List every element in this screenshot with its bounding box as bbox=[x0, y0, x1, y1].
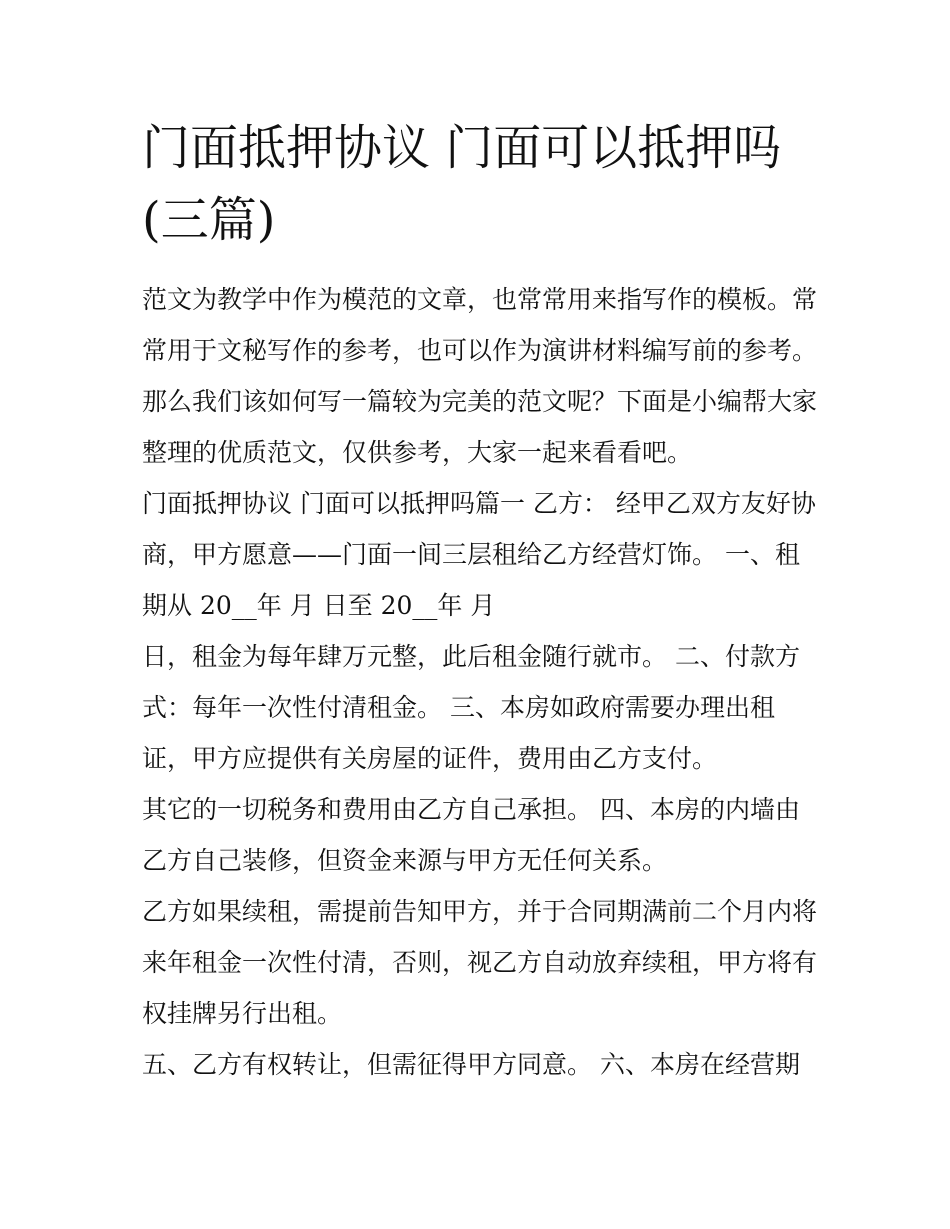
body-line-10: 证，甲方应提供有关房屋的证件，费用由乙方支付。 bbox=[142, 744, 718, 773]
body-line-2: 常用于文秘写作的参考，也可以作为演讲材料编写前的参考。 bbox=[142, 336, 818, 365]
document-title bbox=[142, 112, 822, 256]
body-line-15: 权挂牌另行出租。 bbox=[142, 999, 343, 1028]
body-line-8: 日，租金为每年肆万元整，此后租金随行就市。 二、付款方 bbox=[142, 642, 800, 671]
body-line-14: 来年租金一次性付清，否则，视乙方自动放弃续租，甲方将有 bbox=[142, 948, 818, 977]
title-line-2: (三篇) bbox=[142, 192, 276, 248]
title-line-1: 门面抵押协议 门面可以抵押吗 bbox=[142, 120, 782, 176]
body-line-9: 式：每年一次性付清租金。 三、本房如政府需要办理出租 bbox=[142, 693, 775, 722]
body-line-4: 整理的优质范文，仅供参考，大家一起来看看吧。 bbox=[142, 438, 693, 467]
body-line-16: 五、乙方有权转让，但需征得甲方同意。 六、本房在经营期 bbox=[142, 1050, 800, 1079]
body-line-12: 乙方自己装修，但资金来源与甲方无任何关系。 bbox=[142, 846, 668, 875]
body-line-13: 乙方如果续租，需提前告知甲方，并于合同期满前二个月内将 bbox=[142, 897, 818, 926]
body-line-7: 期从 20__年 月 日至 20__年 月 bbox=[142, 591, 496, 620]
body-line-1: 范文为教学中作为模范的文章，也常常用来指写作的模板。常 bbox=[142, 285, 818, 314]
body-line-3: 那么我们该如何写一篇较为完美的范文呢？下面是小编帮大家 bbox=[142, 387, 818, 416]
body-line-5: 门面抵押协议 门面可以抵押吗篇一 乙方： 经甲乙双方友好协 bbox=[142, 489, 816, 518]
body-line-11: 其它的一切税务和费用由乙方自己承担。 四、本房的内墙由 bbox=[142, 795, 800, 824]
body-line-6: 商，甲方愿意——门面一间三层租给乙方经营灯饰。 一、租 bbox=[142, 540, 800, 569]
